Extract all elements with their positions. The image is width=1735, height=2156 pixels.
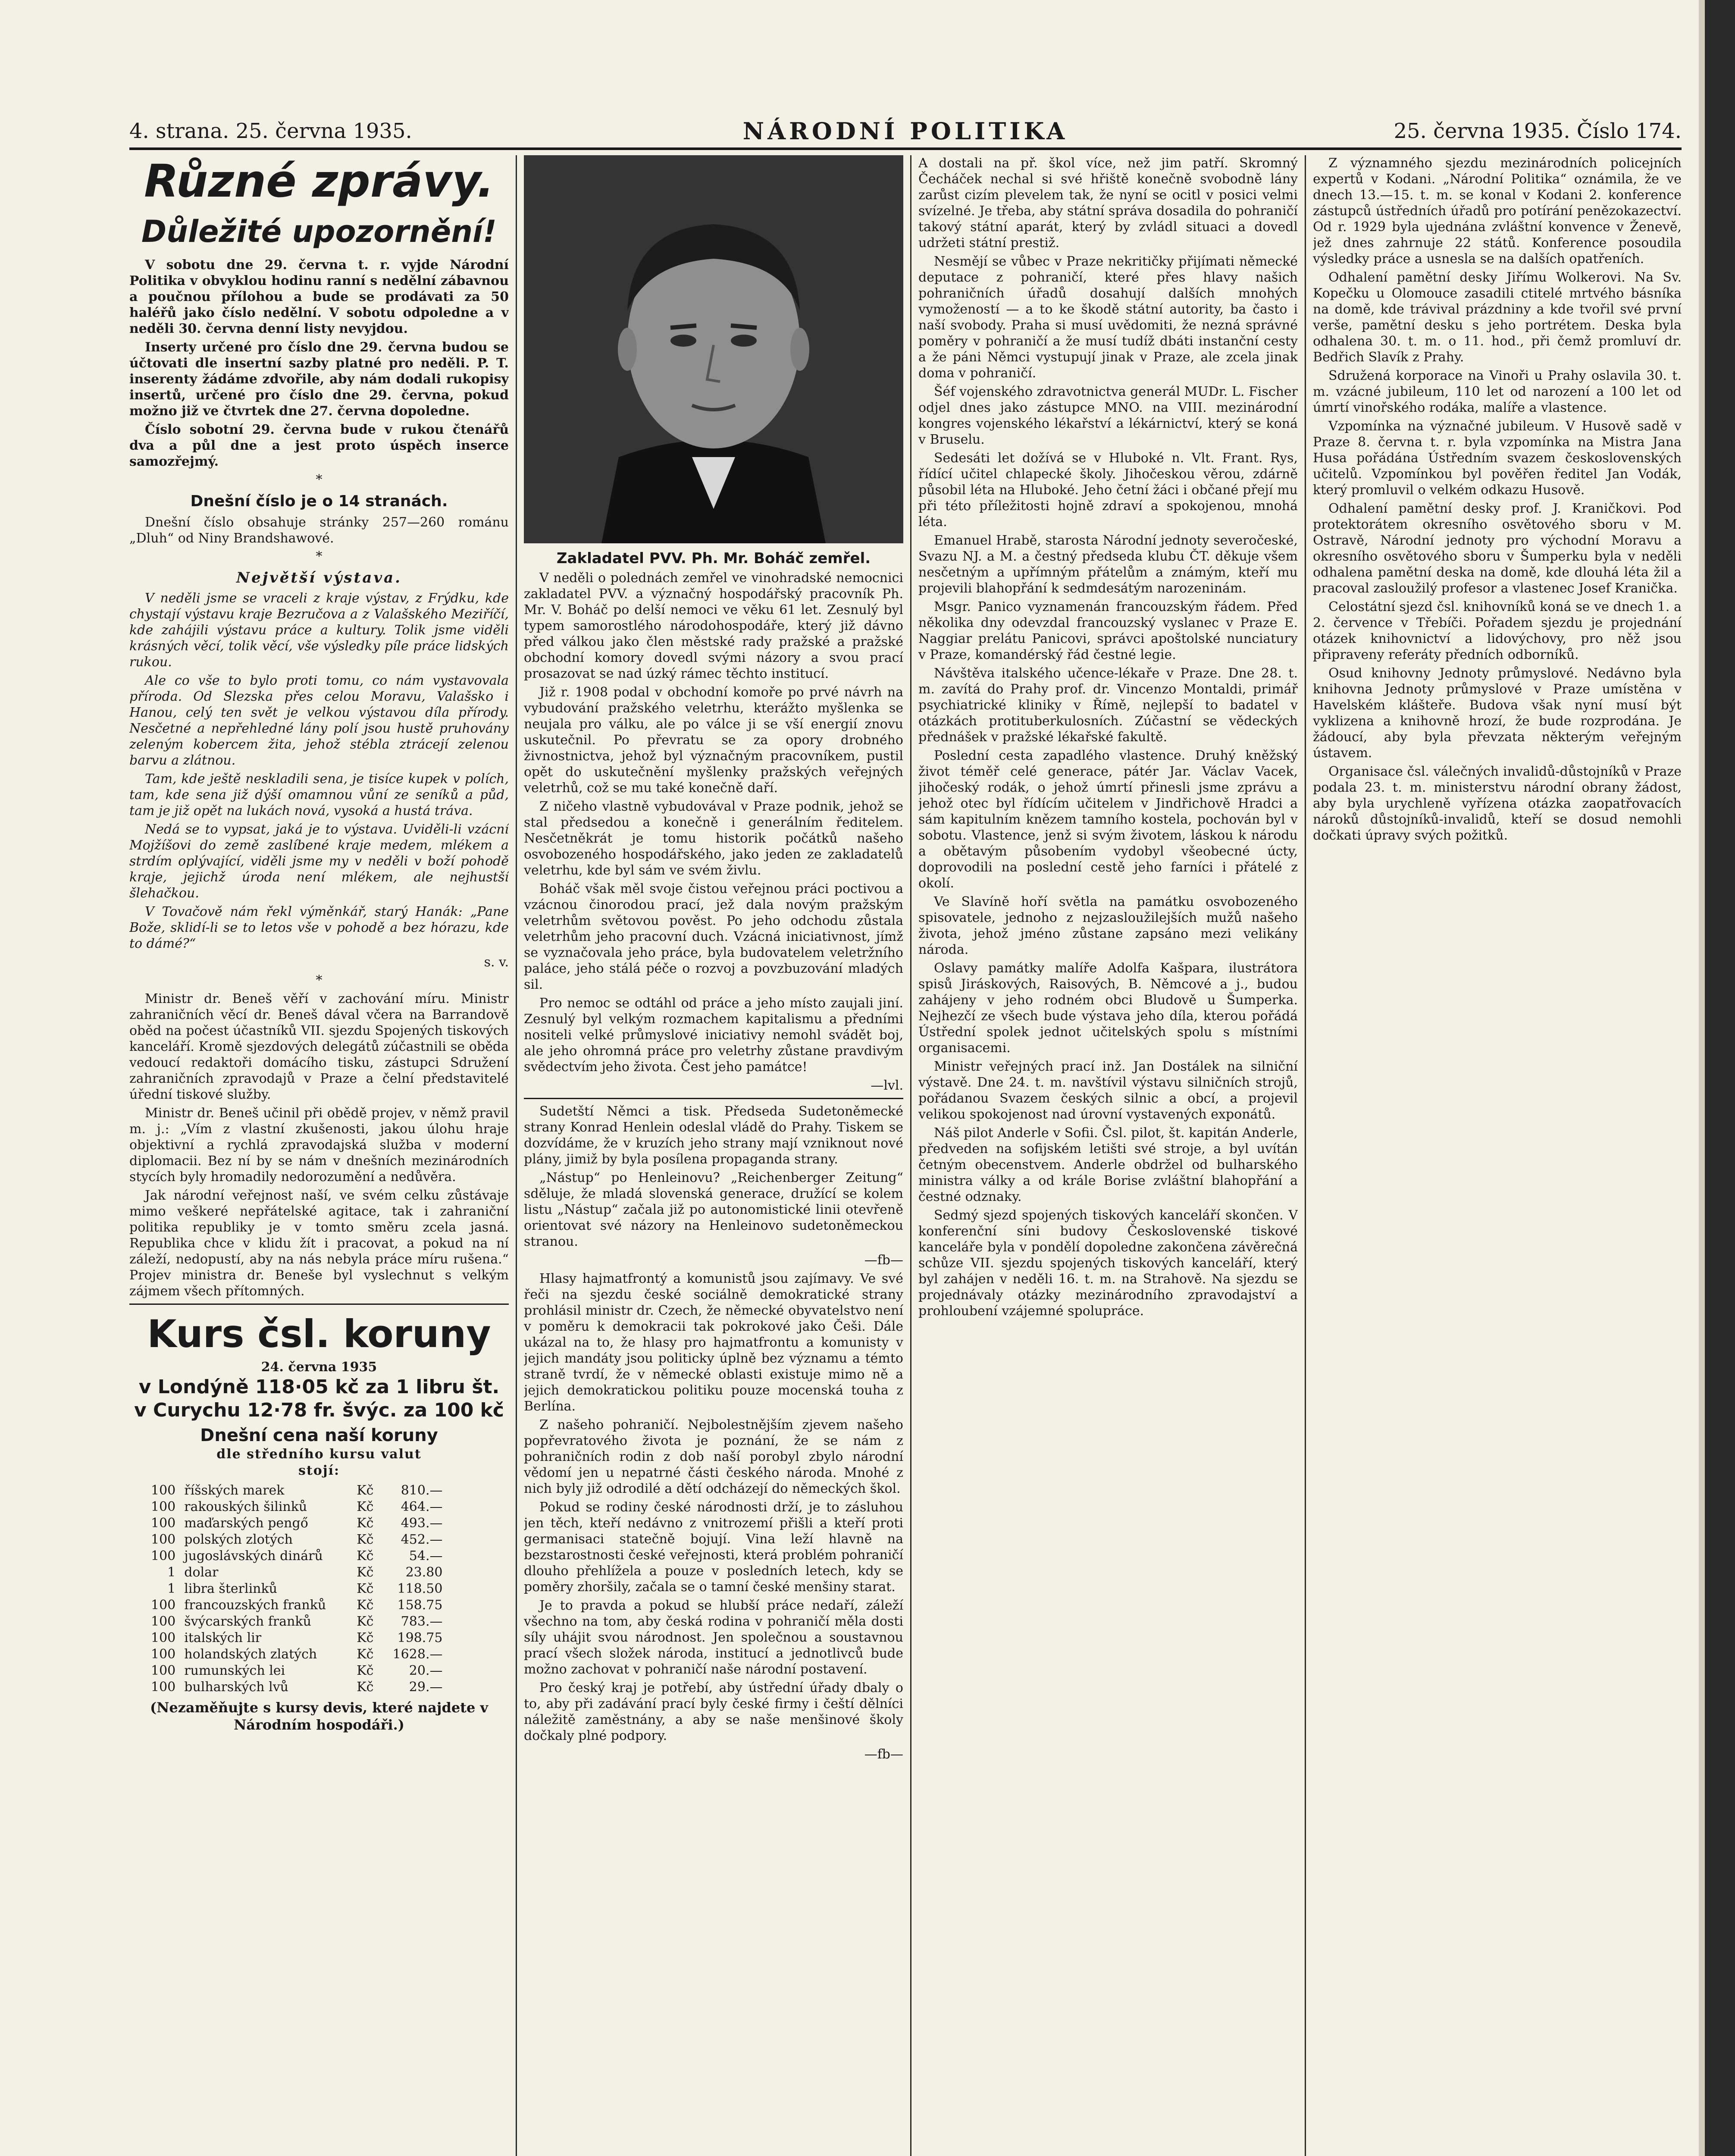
rate-unit: Kč — [357, 1532, 374, 1547]
rate-unit: Kč — [357, 1548, 374, 1564]
news-paragraph: Nesmějí se vůbec v Praze nekritičky přijímati německé deputace z pohraničí, které přes hlavy našich pohraničních úřadů dosahují dalších mnohých vymožeností — a to ke škodě státní autority, ba často i naší svobody. Praha si musí uvědomiti, že nezná správné poměry v pohraničí a že musí tudíž dbáti instanční cesty a že páni Němci vystupují jinak v Praze, ale zcela jinak doma v pohraničí. — [918, 254, 1298, 381]
page-binding-edge — [1705, 0, 1735, 2156]
article-signature: s. v. — [484, 955, 509, 970]
notice-paragraph: V sobotu dne 29. června t. r. vyjde Národní Politika v obvyklou hodinu ranní s nedělní zábavnou a poučnou přílohou a bude se prodávati za 50 haléřů jako číslo nedělní. V sobotu odpoledne a v neděli 30. června denní listy nevyjdou. — [129, 257, 509, 336]
rate-unit: Kč — [357, 1581, 374, 1596]
rate-value: 1628.— — [392, 1647, 443, 1662]
obituary-paragraph: Již r. 1908 podal v obchodní komoře po prvé návrh na vybudování pražského veletrhu, kterážto myšlenka se neujala pro válku, ale po válce ji se vší energií znovu uskutečnil. Po převratu se za opory drobného živnostnictva, jehož byl význačným pracovníkem, pustil opět do uskutečnění myšlenky pražských veřejných veletrhů, což se mu také konečně daří. — [524, 685, 903, 796]
rate-row — [147, 1663, 447, 1679]
portrait-photo — [524, 155, 903, 543]
rate-amount: 100 — [151, 1680, 176, 1695]
news-item: Oslavy památky malíře Adolfa Kašpara, ilustrátora spisů Jiráskových, Raisových, B. Němcové a j., budou zahájeny v jeho rodném obci Bludově u Šumperka. Nejhezčí ze všech bude výstava jeho díla, kterou pořádá Ústřední spolek jednot učitelských spolu s místními organisacemi. — [918, 961, 1298, 1056]
news-item: Msgr. Panico vyznamenán francouzským řádem. Před několika dny odevzdal francouzský vyslanec v Praze E. Naggiar prelátu Panicovi, správci apoštolské nunciatury v Praze, komandérský řád čestné legie. — [918, 599, 1298, 662]
news-item: Sedesáti let dožívá se v Hluboké n. Vlt. Frant. Rys, řídící učitel chlapecké školy. Jihočeskou věrou, zdárně působil léta na Hluboké. Jeho četní žáci i občané přejí mu při této příležitosti hojně zdraví a spokojenou, mnohá léta. — [918, 451, 1298, 530]
rate-unit: Kč — [357, 1565, 374, 1580]
rate-row — [147, 1597, 447, 1614]
rate-unit: Kč — [357, 1499, 374, 1514]
article-paragraph-pohranici: Je to pravda a pokud se hlubší práce nedaří, záleží všechno na tom, aby česká rodina v pohraničí měla dosti síly uhájit svou národnost. Jen společnou a soustavnou prací všech složek národa, institucí a jednotlivců bude možno zachovat v pohraničí naše národní postavení. — [524, 1598, 903, 1677]
rate-currency: rumunských lei — [184, 1663, 285, 1678]
rate-currency: holandských zlatých — [184, 1647, 317, 1662]
article-paragraph-pohranici: Pokud se rodiny české národnosti drží, je to zásluhou jen těch, kteří nedávno z vnitrozemí přišli a kteří proti germanisaci statečně bojují. Vina leží hlavně na bezstarostnosti české veřejnosti, která problém pohraničí dlouho přehlížela a pouze v posledních letech, kdy se poměry zhoršily, začala se o tamní české menšiny starat. — [524, 1500, 903, 1595]
article-paragraph-henlein: „Nástup“ po Henleinovu? „Reichenberger Zeitung“ sděluje, že mladá slovenská generace, družící se kolem listu „Nástup“ začala již po autonomistické linii otevřeně orientovat své názory na Henleinovo sudetoněmeckou stranou. — [524, 1170, 903, 1249]
article-paragraph-benes: Ministr dr. Beneš věří v zachování míru. Ministr zahraničních věcí dr. Beneš dával včera na Barrandově oběd na počest účastníků VII. sjezdu Spojených tiskových kanceláří. Kromě sjezdových delegátů zúčastnili se oběda vedoucí redaktoři domácího tisku, zástupci Sdružení zahraničních zpravodajů v Praze a čelní představitelé úřední tiskové služby. — [129, 991, 509, 1102]
today-issue-title: Dnešní číslo je o 14 stranách. — [190, 492, 448, 510]
rate-amount: 100 — [151, 1663, 176, 1678]
rate-currency: italských lir — [184, 1630, 262, 1645]
article-signature: —fb— — [864, 1253, 903, 1268]
notice-paragraph: Číslo sobotní 29. června bude v rukou čtenářů dva a půl dne a jest proto úspěch inserce samozřejmý. — [129, 422, 509, 469]
obituary-paragraph: Z ničeho vlastně vybudovával v Praze podnik, jehož se stal předsedou a konečně i generálním ředitelem. Nesčetněkrát je tomu historik počátků našeho osvobozeného hospodářského, jako jeden ze zakladatelů veletrhu, kde byl sám ve svém živlu. — [524, 799, 903, 878]
article-paragraph-benes: Ministr dr. Beneš učinil při obědě projev, v němž pravil m. j.: „Vím z vlastní zkušenosti, jakou úlohu hraje objektivní a rychlá zpravodajská služba v moderní diplomacii. Bez ní by se nám v dnešních mezinárodních stycích byly hromadily nedorozumění a nedůvěra. — [129, 1106, 509, 1185]
rate-value: 118.50 — [397, 1581, 443, 1596]
article-paragraph-hlasy: Hlasy hajmatfrontý a komunistů jsou zajímavy. Ve své řeči na sjezdu české sociálně demokratické strany prohlásil ministr dr. Czech, že německé obyvatelstvo není v poměru k demokracii tak pokrokové jako Češi. Dále ukázal na to, že hlasy pro hajmatfrontu a komunisty v jejich mandáty jsou politicky úplně bez významu a témto straně tvrdí, že v německé oblasti existuje mimo ně a jejich demokratickou politiku pouze mocenská touha z Berlína. — [524, 1271, 903, 1414]
section-rule — [524, 1098, 903, 1099]
rates-note: (Nezaměňujte s kursy devis, které najdete v Národním hospodáři.) — [150, 1699, 489, 1733]
rate-unit: Kč — [357, 1647, 374, 1662]
rate-value: 464.— — [401, 1499, 443, 1514]
section-rule — [129, 1304, 509, 1305]
article-paragraph: Tam, kde ještě neskladili sena, je tisíce kupek v polích, tam, kde sena již dýší omamnou vůní ze seníků a půd, tam je již opět na lukách nová, vysoká a hustá tráva. — [129, 771, 509, 818]
column-1 — [129, 155, 509, 2156]
news-item: Odhalení pamětní desky Jiřímu Wolkerovi. Na Sv. Kopečku u Olomouce zasadili ctitelé mrtvého básníka na domě, kde trávival prázdniny a kde tvořil své první verše, pamětní desku s jeho portrétem. Deska byla odhalena 30. t. m. o 11. hod., při čemž promluví dr. Bedřich Slavík z Prahy. — [1313, 270, 1682, 365]
rate-amount: 1 — [167, 1565, 176, 1580]
article-paragraph: V Tovačově nám řekl výměnkář, starý Hanák: „Pane Bože, sklidí-li se to letos vše v pohodě a bez hórazu, kde to dámé?“ — [129, 904, 509, 951]
rate-currency: rakouských šilinků — [184, 1499, 307, 1514]
column-rule — [516, 155, 517, 2156]
rate-currency: polských zlotých — [184, 1532, 293, 1547]
news-item: Ve Slavíně hoří světla na památku osvobozeného spisovatele, jednoho z nejzasloužilejších mužů našeho života, jehož jméno zůstane zapsáno mezi velikány národa. — [918, 894, 1298, 957]
column-rule — [1305, 155, 1306, 2156]
page-edge-shadow — [1699, 0, 1705, 2156]
currency-box-date: 24. června 1935 — [261, 1360, 377, 1375]
notice-title: Důležité upozornění! — [141, 214, 497, 249]
rate-unit: Kč — [357, 1614, 374, 1629]
rate-row — [147, 1548, 447, 1564]
header-page-date: 4. strana. 25. června 1935. — [129, 119, 412, 143]
header-issue-number: 25. června 1935. Číslo 174. — [1394, 119, 1682, 143]
rate-row — [147, 1564, 447, 1581]
column-3 — [918, 155, 1298, 2156]
header-rule — [129, 147, 1682, 150]
rate-row — [147, 1515, 447, 1532]
rate-value: 20.— — [409, 1663, 443, 1678]
separator-star: * — [316, 549, 323, 564]
obituary-paragraph: Pro nemoc se odtáhl od práce a jeho místo zaujali jiní. Zesnulý byl velkým rozmachem kapitalismu a předními nositeli velké průmyslové iniciativy nemohl svádět boj, ale jeho ohromná práce pro veletrhy zůstane pravdivým svědectvím jeho života. Čest jeho památce! — [524, 996, 903, 1075]
rate-value: 158.75 — [397, 1598, 443, 1613]
column-2 — [524, 155, 903, 2156]
news-item: Šéf vojenského zdravotnictva generál MUDr. L. Fischer odjel dnes jako zástupce MNO. na VIII. mezinárodní kongres vojenského lékařství a lékárnictví, který se koná v Bruselu. — [918, 384, 1298, 447]
news-item: Poslední cesta zapadlého vlastence. Druhý kněžský život téměř celé generace, pátér Jar. Václav Vacek, jihočeský rodák, o jehož úmrtí přinesli jsme zprávu a jehož otec byl řídícím učitelem v Jindřichově Hradci a sám kapitulním knězem tamního kostela, pochován byl v sobotu. Vlastence, jenž si svým životem, láskou k národu a obětavým působením vydobyl všeobecné úcty, doprovodili na poslední cestě jeho farníci i přátelé z okolí. — [918, 748, 1298, 891]
article-paragraph-henlein: Sudetští Němci a tisk. Předseda Sudetoněmecké strany Konrad Henlein odeslal vládě do Prahy. Tiskem se dozvídáme, že v kruzích jeho strany mají vzniknout nové plány, jimiž by byla posílena propaganda strany. — [524, 1104, 903, 1167]
rate-table-stoji: stojí: — [298, 1463, 340, 1478]
news-item: Sedmý sjezd spojených tiskových kanceláří skončen. V konferenční síni budovy Československé tiskové kanceláře byla v pondělí dopoledne zakončena závěrečná schůze VII. sjezdu spojených tiskových kanceláří, který byl zahájen v neděli 16. t. m. na Strahově. Na sjezdu se projednávaly otázky mezinárodního zpravodajství a prohloubení vzájemné spolupráce. — [918, 1208, 1298, 1319]
rate-unit: Kč — [357, 1630, 374, 1645]
rate-row — [147, 1499, 447, 1515]
rate-amount: 1 — [167, 1581, 176, 1596]
rate-currency: dolar — [184, 1565, 219, 1580]
article-paragraph-pohranici: Pro český kraj je potřebí, aby ústřední úřady dbaly o to, aby při zadávání prací byly české firmy i čeští dělníci náležitě zaměstnány, a aby se naše menšinové školy dočkaly plné podpory. — [524, 1680, 903, 1743]
rates-table — [147, 1482, 447, 1695]
rate-row — [147, 1646, 447, 1663]
rate-amount: 100 — [151, 1598, 176, 1613]
rate-amount: 100 — [151, 1483, 176, 1498]
rate-unit: Kč — [357, 1516, 374, 1531]
separator-star: * — [316, 472, 323, 487]
article-paragraph-benes: Jak národní veřejnost naší, ve svém celku zůstávaje mimo veškeré nepřátelské agitace, tak i zahraniční politika republiky je v tomto směru zcela jasná. Republika chce v klidu žít i pracovat, a pokud na ní záleží, nedopustí, aby na nás nebyla práce míru rušena.“ Projev ministra dr. Beneše byl vyslechnut s velkým zájmem všech přítomných. — [129, 1188, 509, 1299]
zurich-rate: v Curychu 12·78 fr. švýc. za 100 kč — [134, 1399, 504, 1421]
rate-currency: bulharských lvů — [184, 1680, 288, 1695]
news-item: Organisace čsl. válečných invalidů-důstojníků v Praze podala 23. t. m. ministerstvu národní obrany žádost, aby byla urychleně vyřízena otázka zaopatřovacích nároků důstojníků-invalidů, kteří se dosud nemohli dočkati úpravy svých požitků. — [1313, 764, 1682, 843]
rate-value: 29.— — [409, 1680, 443, 1695]
rate-value: 198.75 — [397, 1630, 443, 1645]
rate-row — [147, 1581, 447, 1597]
obituary-paragraph: Boháč však měl svoje čistou veřejnou práci poctivou a vzácnou činorodou prací, jež dala novým pražským veletrhům světovou pověst. Po jeho odchodu zůstala veletrhům jeho pracovní duch. Vzácná iniciativnost, jímž se vyznačovala jeho práce, byla budovatelem veletržního paláce, jeho stálá péče o rozvoj a povzbuzování mladých sil. — [524, 881, 903, 992]
rate-amount: 100 — [151, 1614, 176, 1629]
rate-value: 810.— — [401, 1483, 443, 1498]
rate-unit: Kč — [357, 1680, 374, 1695]
news-item: Návštěva italského učence-lékaře v Praze. Dne 28. t. m. zavítá do Prahy prof. dr. Vincenzo Montaldi, primář psychiatrické kliniky v Římě, nejlepší to badatel v otázkách protituberkulosních. Zúčastní se vědeckých přednášek v pražské lékařské fakultě. — [918, 666, 1298, 745]
news-item: Vzpomínka na význačné jubileum. V Husově sadě v Praze 8. června t. r. byla vzpomínka na Mistra Jana Husa pořádána Ústředním svazem československých učitelů. Vzpomínkou byl pověřen ředitel Jan Vodák, který promluvil o velkém odkazu Husově. — [1313, 419, 1682, 498]
rate-row — [147, 1614, 447, 1630]
rate-amount: 100 — [151, 1630, 176, 1645]
rate-row — [147, 1630, 447, 1646]
obituary-signature: —lvl. — [871, 1078, 903, 1093]
rate-value: 783.— — [401, 1614, 443, 1629]
rate-row — [147, 1482, 447, 1499]
rate-currency: říšských marek — [184, 1483, 285, 1498]
column-4 — [1313, 155, 1682, 2156]
rate-currency: francouzských franků — [184, 1598, 326, 1613]
today-issue-text: Dnešní číslo obsahuje stránky 257—260 románu „Dluh“ od Niny Brandshawové. — [129, 515, 509, 546]
masthead-title: NÁRODNÍ POLITIKA — [742, 117, 1068, 145]
rate-currency: švýcarských franků — [184, 1614, 311, 1629]
rate-table-title: Dnešní cena naší koruny — [200, 1426, 438, 1445]
rate-table-subtitle: dle středního kursu valut — [216, 1447, 422, 1462]
rate-value: 23.80 — [405, 1565, 443, 1580]
news-item: Emanuel Hrabě, starosta Národní jednoty severočeské, Svazu NJ. a M. a čestný předseda klubu ČT. děkuje všem nesčetným a upřímným přátelům a známým, kteří mu projevili blahopřání k sedmdesátým narozeninám. — [918, 533, 1298, 596]
rate-currency: libra šterlinků — [184, 1581, 277, 1596]
news-item: Sdružená korporace na Vinoři u Prahy oslavila 30. t. m. vzácné jubileum, 110 let od narození a 100 let od úmrtí vinořského rodáka, malíře a vlastence. — [1313, 368, 1682, 415]
obituary-title: Zakladatel PVV. Ph. Mr. Boháč zemřel. — [556, 550, 871, 567]
article-paragraph-pohranici: Z našeho pohraničí. Nejbolestnějším zjevem našeho popřevratového života je poznání, že se nám z pohraničních rodin z dob naší porobyl zbylo národní vědomí jen u nepatrné části českého národa. Mnohé z nich byly již odrodilé a dětí odcházejí do německých škol. — [524, 1417, 903, 1496]
news-item: Odhalení pamětní desky prof. J. Kraničkovi. Pod protektorátem okresního osvětového sboru v M. Ostravě, Národní jednoty pro východní Moravu a okresního osvětového sboru v Šumperku byla v neděli odhalena pamětní deska na domě, kde dlouhá léta žil a pracoval zasloužilý profesor a vlastenec Josef Kranička. — [1313, 501, 1682, 596]
rate-value: 452.— — [401, 1532, 443, 1547]
rate-unit: Kč — [357, 1483, 374, 1498]
news-item: Ministr veřejných prací inž. Jan Dostálek na silniční výstavě. Dne 24. t. m. navštívil výstavu silničních strojů, pořádanou Svazem českých silnic a obcí, a projevil velikou spokojenost nad úrovní vystavených exponátů. — [918, 1059, 1298, 1122]
rate-row — [147, 1532, 447, 1548]
rate-amount: 100 — [151, 1516, 176, 1531]
rate-amount: 100 — [151, 1647, 176, 1662]
notice-paragraph: Inserty určené pro číslo dne 29. června budou se účtovati dle insertní sazby platné pro neděli. P. T. inserenty žádáme zdvořile, aby nám dodali rukopisy insertů, určené pro číslo dne 29. června, pokud možno již ve čtvrtek dne 27. června dopoledne. — [129, 340, 509, 419]
rate-value: 54.— — [409, 1548, 443, 1564]
rate-amount: 100 — [151, 1548, 176, 1564]
rate-row — [147, 1679, 447, 1695]
article-title-vystava: Největší výstava. — [236, 569, 402, 586]
rate-currency: maďarských pengő — [184, 1516, 308, 1531]
article-paragraph: V neděli jsme se vraceli z kraje výstav, z Frýdku, kde chystají výstavu kraje Bezručova a z Valašského Meziříčí, kde zahájili výstavu práce a kultury. Tolik jsme viděli krásných věcí, tolik věcí, vše výsledky píle práce lidských rukou. — [129, 591, 509, 670]
rate-unit: Kč — [357, 1598, 374, 1613]
article-paragraph: Nedá se to vypsat, jaká je to výstava. Uviděli-li vzácní Mojžíšovi do země zaslíbené kraje medem, mlékem a strdím oplývající, viděli jsme my v neděli v boží pohodě kraje, jejichž úroda není mlékem, ale nejhustší šlehačkou. — [129, 822, 509, 901]
news-item: Celostátní sjezd čsl. knihovníků koná se ve dnech 1. a 2. července v Třebíči. Pořadem sjezdu je projednání otázek knihovnictví a lidovýchovy, pro něž jsou připraveny referáty předních odborníků. — [1313, 599, 1682, 662]
news-item: Osud knihovny Jednoty průmyslové. Nedávno byla knihovna Jednoty průmyslové v Praze umístěna v Havelském klášteře. Budova však nyní musí být vyklizena a knihovně hrozí, že bude rozprodána. Je žádoucí, aby byla převzata některým veřejným ústavem. — [1313, 666, 1682, 761]
news-paragraph: A dostali na př. škol více, než jim patří. Skromný Čecháček nechal si své hřiště konečně svobodně lány zarůst cizím plevelem tak, že nyní se ocitl v posici velmi svízelné. Je třeba, aby státní správa dosadila do pohraničí takový státní aparát, který by zvládl situaci a dovedl udržeti státní prestiž. — [918, 156, 1298, 251]
rate-amount: 100 — [151, 1532, 176, 1547]
section-title: Různé zprávy. — [144, 155, 494, 207]
news-item: Z významného sjezdu mezinárodních policejních expertů v Kodani. „Národní Politika“ oznámila, že ve dnech 13.—15. t. m. se konal v Kodani 2. konference zástupců ústředních úřadů pro potírání penězokazectví. Od r. 1929 byla ujednána zvláštní konvence v Ženevě, jež dnes zahrnuje 22 států. Konference posoudila výsledky práce a usnesla se na dalších opatřeních. — [1313, 156, 1682, 266]
news-item: Náš pilot Anderle v Sofii. Čsl. pilot, št. kapitán Anderle, předveden na sofijském letišti své stroje, a byl uvítán četným obecenstvem. Anderle obdržel od bulharského ministra války a od krále Borise zvláštní blahopřání a čestné odznaky. — [918, 1125, 1298, 1204]
article-signature: —fb— — [864, 1747, 903, 1762]
page-header — [129, 117, 1682, 148]
currency-box-title: Kurs čsl. koruny — [147, 1312, 491, 1356]
rate-currency: jugoslávských dinárů — [184, 1548, 323, 1564]
portrait-image — [524, 155, 903, 543]
currency-rates-box — [129, 1312, 509, 1733]
obituary-paragraph: V neděli o polednách zemřel ve vinohradské nemocnici zakladatel PVV. a význačný hospodářský pracovník Ph. Mr. V. Boháč po delší nemoci ve věku 61 let. Zesnulý byl typem samorostlého národohospodáře, který již dávno před válkou jako člen městské rady pražské a pražské obchodní komory dovedl svými názory a svou prací prosazovat se nad úzký rámec těchto institucí. — [524, 570, 903, 681]
rate-amount: 100 — [151, 1499, 176, 1514]
column-rule — [910, 155, 911, 2156]
article-paragraph: Ale co vše to bylo proti tomu, co nám vystavovala příroda. Od Slezska přes celou Moravu, Valašsko i Hanou, celý ten svět je velkou výstavou díla přírody. Nesčetné a nepřehledné lány polí jsou hustě pruhovány zeleným kobercem žita, jehož stébla ztrácejí zelenou barvu a zlátnou. — [129, 673, 509, 768]
separator-star: * — [316, 973, 323, 988]
rate-unit: Kč — [357, 1663, 374, 1678]
rate-value: 493.— — [401, 1516, 443, 1531]
london-rate: v Londýně 118·05 kč za 1 libru št. — [138, 1376, 500, 1398]
